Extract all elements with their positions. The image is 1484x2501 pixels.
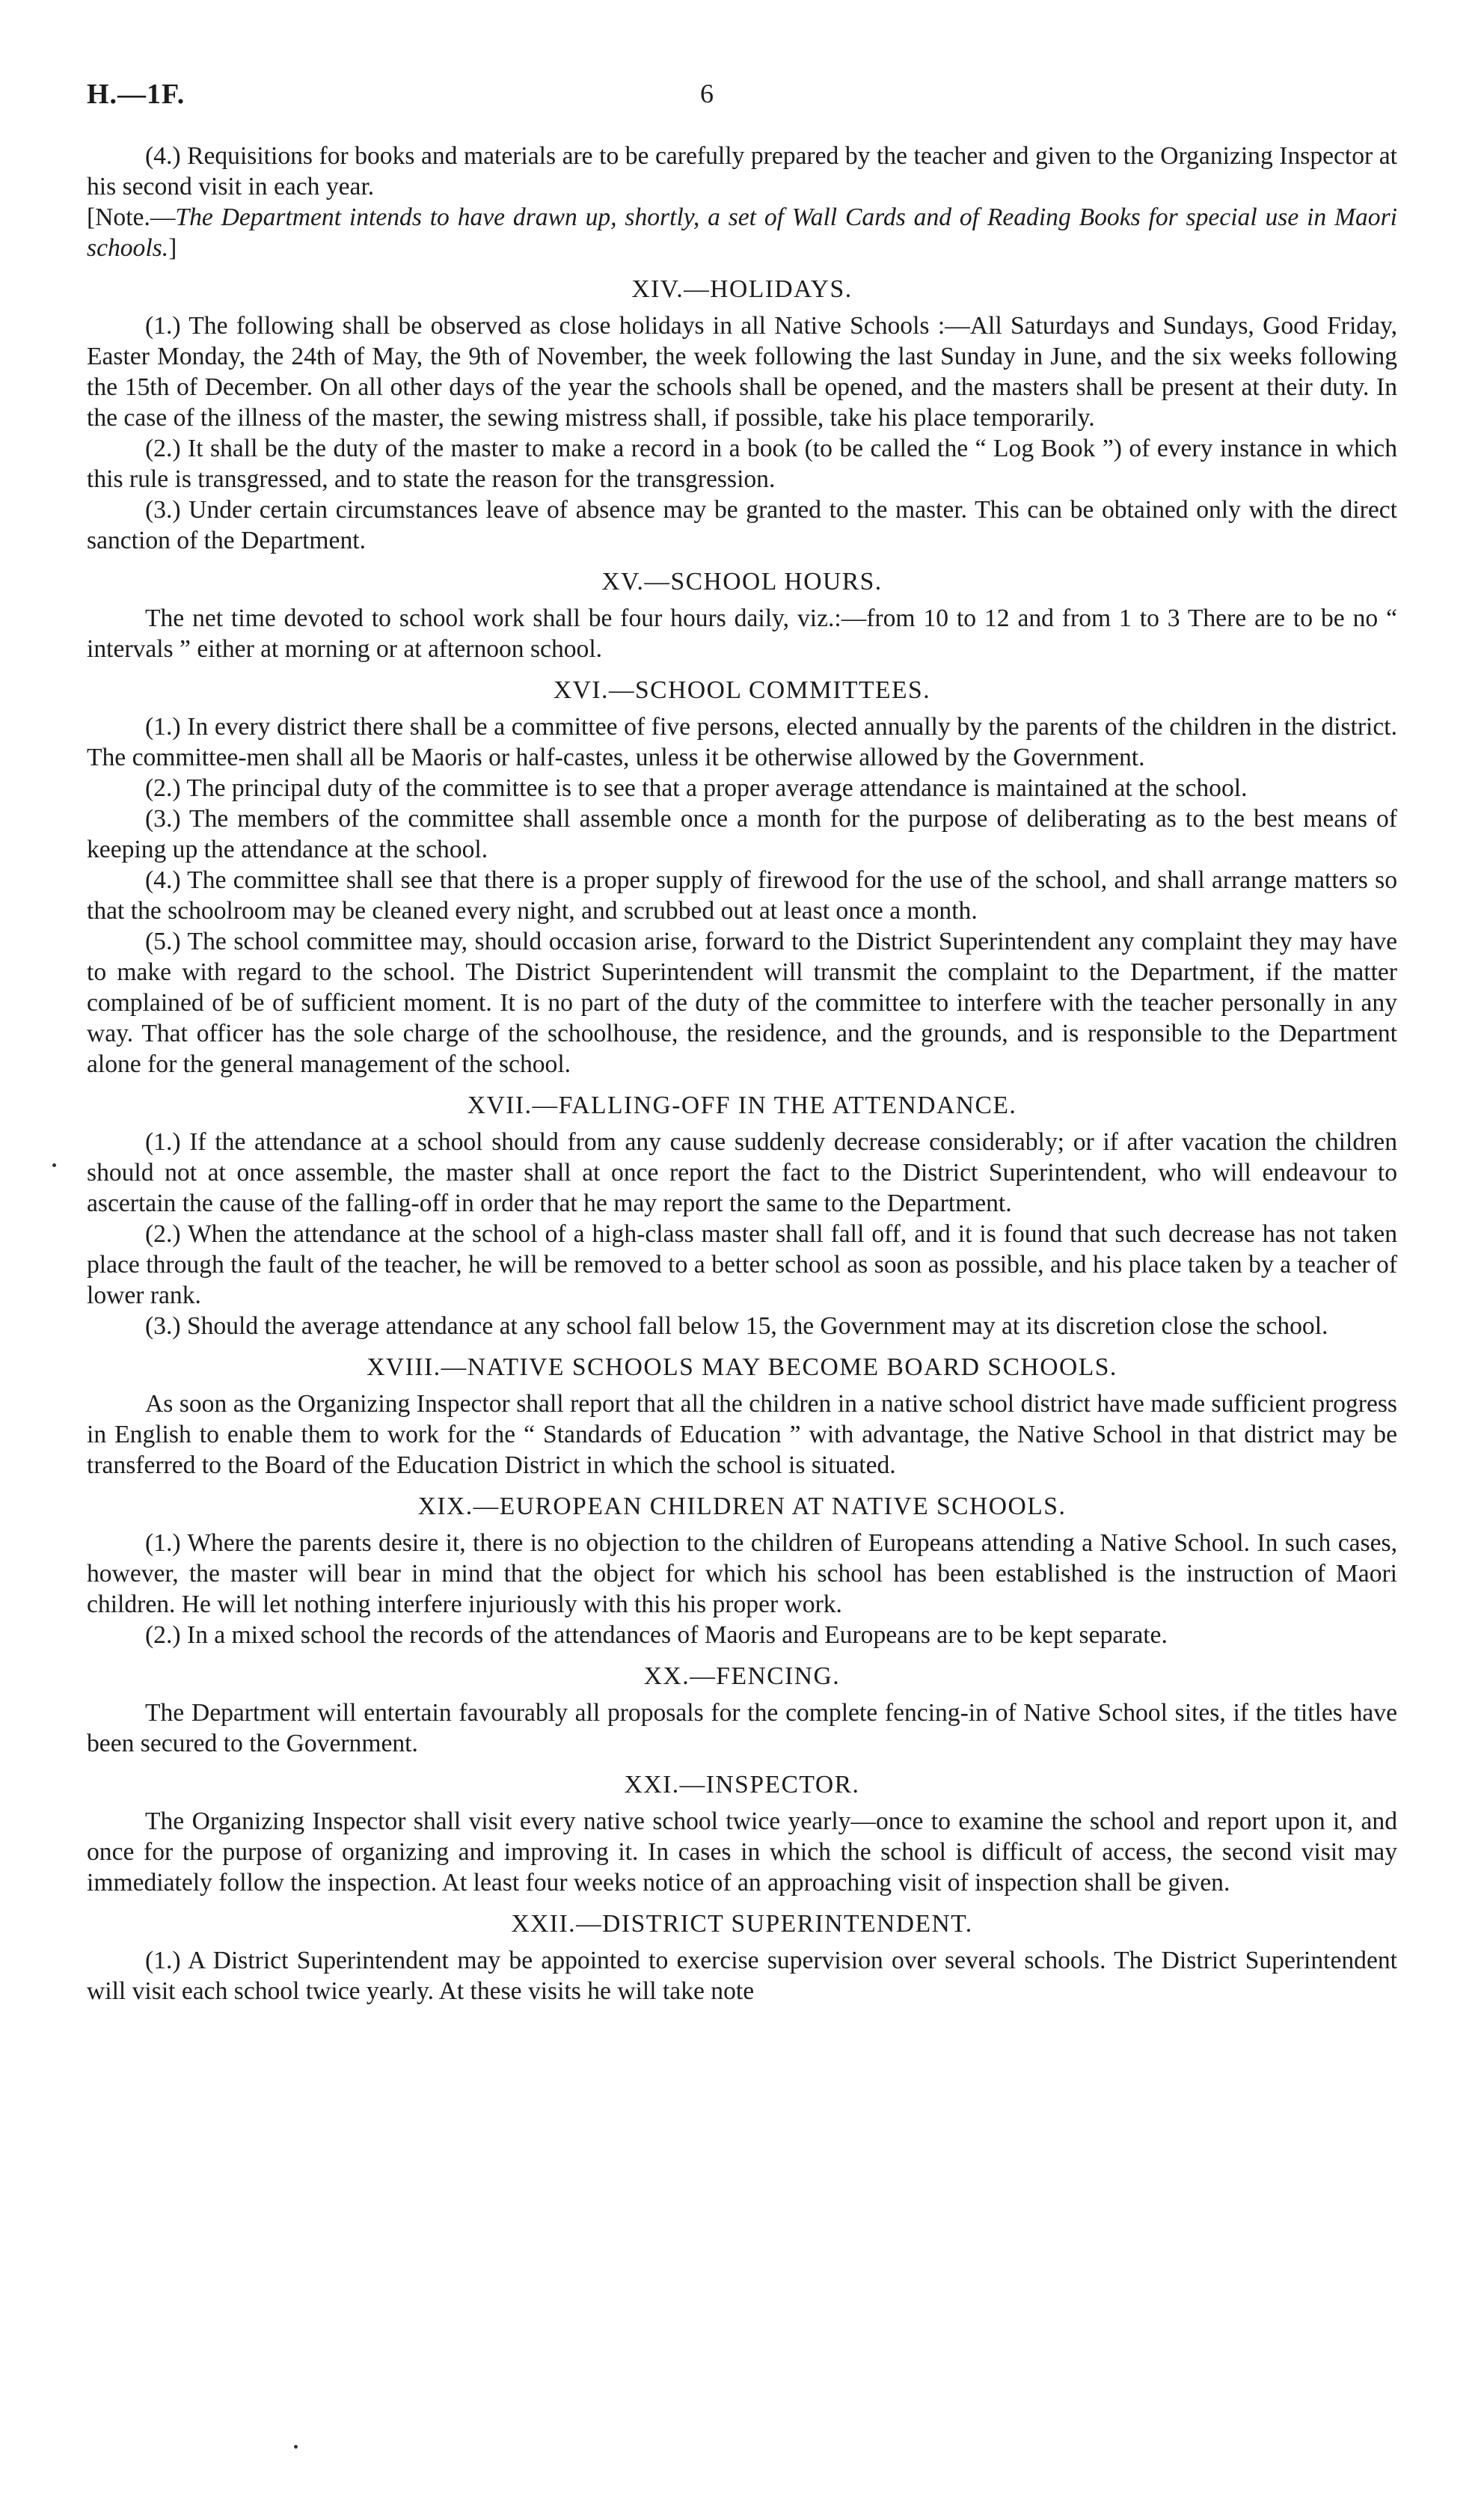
page-number: 6 [700, 79, 714, 108]
section-heading-fencing: XX.—FENCING. [643, 1662, 841, 1690]
committees-paragraph-2: (2.) The principal duty of the committee is to see that a proper average attendance is maintained at the school. [145, 774, 1248, 802]
print-speck-mark [294, 2445, 298, 2449]
note-prefix: [Note.— [87, 203, 176, 231]
section-heading-falling-off: XVII.—FALLING-OFF IN THE ATTENDANCE. [467, 1092, 1017, 1119]
falling-off-paragraph-3: (3.) Should the average attendance at any school fall below 15, the Government may at its discretion close the school. [145, 1312, 1328, 1340]
european-children-paragraph-1: (1.) Where the parents desire it, there is no objection to the children of Europeans attending a Native School. In such cases, however, the master will bear in mind that the object for which his school has been established is the instruction of Maori children. He will let nothing interfere injuriously with this his proper work. [87, 1529, 1397, 1618]
board-schools-paragraph-1: As soon as the Organizing Inspector shall report that all the children in a native school district have made sufficient progress in English to enable them to work for the “ Standards of Education ” with advantage, the Native School in that district may be transferred to the Board of the Education District in which the school is situated. [87, 1390, 1397, 1479]
requisitions-paragraph: (4.) Requisitions for books and materials are to be carefully prepared by the teacher and given to the Organizing Inspector at his second visit in each year. [87, 142, 1397, 200]
european-children-paragraph-2: (2.) In a mixed school the records of the attendances of Maoris and Europeans are to be kept separate. [145, 1621, 1168, 1649]
district-superintendent-paragraph-1: (1.) A District Superintendent may be appointed to exercise supervision over several schools. The District Superintendent will visit each school twice yearly. At these visits he will take note [87, 1947, 1397, 2005]
running-head [87, 78, 1397, 111]
section-heading-school-hours: XV.—SCHOOL HOURS. [601, 568, 883, 596]
section-heading-holidays: XIV.—HOLIDAYS. [631, 275, 853, 303]
section-heading-district-superintendent: XXII.—DISTRICT SUPERINTENDENT. [511, 1910, 973, 1938]
inspector-paragraph-1: The Organizing Inspector shall visit every native school twice yearly—once to examine the school and report upon it, and once for the purpose of organizing and improving it. In cases in which the school is difficult of access, the second visit may immediately follow the inspection. At least four weeks notice of an approaching visit of inspection shall be given. [87, 1807, 1397, 1897]
note-text: The Department intends to have drawn up, shortly, a set of Wall Cards and of Reading Books for special use in Maori schools. [87, 203, 1397, 262]
holidays-paragraph-1: (1.) The following shall be observed as close holidays in all Native Schools :—All Saturdays and Sundays, Good Friday, Easter Monday, the 24th of May, the 9th of November, the week following the last Sunday in June, and the six weeks following the 15th of December. On all other days of the year the schools shall be opened, and the masters shall be present at their duty. In the case of the illness of the master, the sewing mistress shall, if possible, take his place temporarily. [87, 312, 1397, 432]
print-speck-mark [52, 1163, 56, 1167]
falling-off-paragraph-2: (2.) When the attendance at the school of a high-class master shall fall off, and it is found that such decrease has not taken place through the fault of the teacher, he will be removed to a better school as soon as possible, and his place taken by a teacher of lower rank. [87, 1220, 1397, 1309]
school-hours-paragraph-1: The net time devoted to school work shall be four hours daily, viz.:—from 10 to 12 and from 1 to 3 There are to be no “ intervals ” either at morning or at afternoon school. [87, 604, 1397, 663]
section-heading-inspector: XXI.—INSPECTOR. [624, 1771, 860, 1799]
falling-off-paragraph-1: (1.) If the attendance at a school should from any cause suddenly decrease considerably; or if after vacation the children should not at once assemble, the master shall at once report the fact to the District Superintendent, who will endeavour to ascertain the cause of the falling-off in order that he may report the same to the Department. [87, 1128, 1397, 1217]
committees-paragraph-4: (4.) The committee shall see that there is a proper supply of firewood for the use of the school, and shall arrange matters so that the schoolroom may be cleaned every night, and scrubbed out at least once a month. [87, 866, 1397, 925]
fencing-paragraph-1: The Department will entertain favourably all proposals for the complete fencing-in of Native School sites, if the titles have been secured to the Government. [87, 1699, 1397, 1757]
department-note [87, 202, 1397, 263]
note-suffix: ] [168, 234, 177, 262]
section-heading-school-committees: XVI.—SCHOOL COMMITTEES. [553, 676, 931, 704]
committees-paragraph-3: (3.) The members of the committee shall assemble once a month for the purpose of deliberating as to the best means of keeping up the attendance at the school. [87, 805, 1397, 863]
holidays-paragraph-3: (3.) Under certain circumstances leave of absence may be granted to the master. This can be obtained only with the direct sanction of the Department. [87, 496, 1397, 554]
committees-paragraph-5: (5.) The school committee may, should occasion arise, forward to the District Superintendent any complaint they may have to make with regard to the school. The District Superintendent will transmit the complaint to the Department, if the matter complained of be of sufficient moment. It is no part of the duty of the committee to interfere with the teacher personally in any way. That officer has the sole charge of the schoolhouse, the residence, and the grounds, and is responsible to the Department alone for the general management of the school. [87, 928, 1397, 1078]
section-heading-european-children: XIX.—EUROPEAN CHILDREN AT NATIVE SCHOOLS. [417, 1493, 1067, 1520]
committees-paragraph-1: (1.) In every district there shall be a committee of five persons, elected annually by the parents of the children in the district. The committee-men shall all be Maoris or half-castes, unless it be otherwise allowed by the Government. [87, 713, 1397, 771]
holidays-paragraph-2: (2.) It shall be the duty of the master to make a record in a book (to be called the “ Log Book ”) of every instance in which this rule is transgressed, and to state the reason for the transgression. [87, 435, 1397, 493]
document-reference: H.—1F. [87, 79, 186, 110]
section-heading-board-schools: XVIII.—NATIVE SCHOOLS MAY BECOME BOARD SCHOOLS. [367, 1353, 1117, 1381]
